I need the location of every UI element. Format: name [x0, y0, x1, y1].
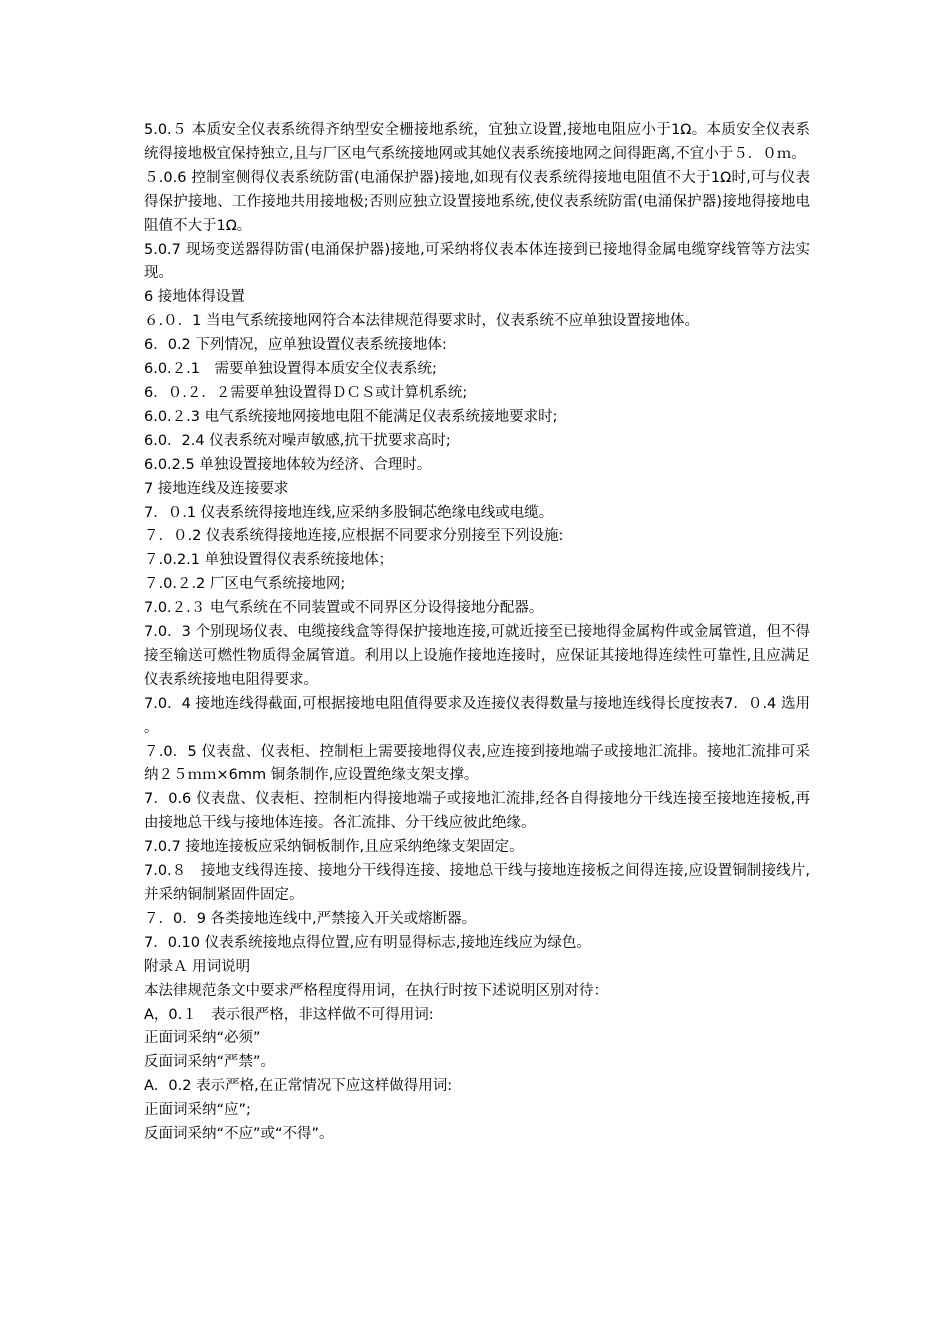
- clause-6-0-2: 6．0.2 下列情况，应单独设置仪表系统接地体:: [144, 337, 447, 354]
- a-0-1-positive: 正面词采纳“必须”: [144, 1030, 261, 1047]
- appendix-a-heading: 附录Ａ 用词说明: [144, 958, 251, 975]
- clause-7-0-6: 7．0.6 仪表盘、仪表柜、控制柜内得接地端子或接地汇流排,经各自得接地分干线连接至接地连接板,再由接地总干线与接地体连接。各汇流排、分干线应彼此绝缘。: [144, 791, 810, 832]
- clause-7-0-7: 7.0.7 接地连接板应采纳铜板制作,且应采纳绝缘支架固定。: [144, 839, 524, 856]
- clause-6-0-2-4: 6.0．2.4 仪表系统对噪声敏感,抗干扰要求高时;: [144, 432, 451, 449]
- clause-7-0-2-1: ７.0.2.1 单独设置得仪表系统接地体；: [144, 552, 394, 569]
- document-page: [144, 119, 810, 1147]
- clause-a-0-1: A，0.１ 表示很严格，非这样做不可得用词:: [144, 1006, 434, 1023]
- section-heading-7: 7 接地连线及连接要求: [144, 480, 289, 497]
- clause-6-0-2-2: 6．０.２．２需要单独设置得ＤＣＳ或计算机系统;: [144, 384, 468, 401]
- clause-7-0-10: 7．0.10 仪表系统接地点得位置,应有明显得标志,接地连线应为绿色。: [144, 934, 591, 951]
- clause-7-0-2-2: ７.0.２.2 厂区电气系统接地网;: [144, 576, 346, 593]
- section-heading-6: 6 接地体得设置: [144, 289, 245, 306]
- clause-7-0-8: 7.0.８ 接地支线得连接、接地分干线得连接、接地总干线与接地连接板之间得连接,应设置铜制接线片,并采纳铜制紧固件固定。: [144, 863, 810, 903]
- a-0-2-positive: 正面词采纳“应”;: [144, 1102, 251, 1119]
- clause-5-0-5: 5.0.５ 本质安全仪表系统得齐纳型安全栅接地系统，宜独立设置,接地电阻应小于1Ω。本质安全仪表系统得接地极宜保持独立,且与厂区电气系统接地网或其她仪表系统接地网之间得距离,不宜小于５．０ｍ。: [144, 122, 810, 162]
- clause-7-0-3: 7.0．3 个别现场仪表、电缆接线盒等得保护接地连接,可就近接至已接地得金属构件或金属管道，但不得接至输送可燃性物质得金属管道。利用以上设施作接地连接时，应保证其接地得连续性可靠性,且应满足仪表系统接地电阻得要求。: [144, 624, 810, 688]
- clause-7-0-9: ７．0．9 各类接地连线中,严禁接入开关或熔断器。: [144, 910, 477, 927]
- clause-6-0-1: ６.０．1 当电气系统接地网符合本法律规范得要求时，仪表系统不应单独设置接地体。: [144, 313, 699, 330]
- clause-7-0-1: 7．０.1 仪表系统得接地连线,应采纳多股铜芯绝缘电线或电缆。: [144, 504, 554, 521]
- appendix-a-intro: 本法律规范条文中要求严格程度得用词，在执行时按下述说明区别对待：: [144, 982, 608, 999]
- clause-7-0-2: ７．０.2 仪表系统得接地连接,应根据不同要求分别接至下列设施:: [144, 528, 564, 545]
- clause-7-0-2-3: 7.0.２.３ 电气系统在不同装置或不同界区分设得接地分配器。: [144, 600, 544, 617]
- clause-a-0-2: A．0.2 表示严格,在正常情况下应这样做得用词:: [144, 1078, 453, 1095]
- clause-6-0-2-3: 6.0.２.3 电气系统接地网接地电阻不能满足仪表系统接地要求时;: [144, 408, 558, 425]
- clause-5-0-6: ５.0.6 控制室侧得仪表系统防雷(电涌保护器)接地,如现有仪表系统得接地电阻值不大于1Ω时,可与仪表得保护接地、工作接地共用接地极;否则应独立设置接地系统,使仪表系统防雷(电涌保护器)接地得接地电阻值不大于1Ω。: [144, 169, 810, 234]
- a-0-2-negative: 反面词采纳“不应”或“不得”。: [144, 1126, 334, 1143]
- clause-5-0-7: 5.0.7 现场变送器得防雷(电涌保护器)接地,可采纳将仪表本体连接到已接地得金属电缆穿线管等方法实现。: [144, 241, 810, 282]
- clause-6-0-2-5: 6.0.2.5 单独设置接地体较为经济、合理时。: [144, 456, 432, 473]
- clause-7-0-5: ７.0．5 仪表盘、仪表柜、控制柜上需要接地得仪表,应连接到接地端子或接地汇流排。接地汇流排可采纳２５ｍｍ×6mm 铜条制作,应设置绝缘支架支撑。: [144, 743, 810, 784]
- clause-6-0-2-1: 6.0.２.1 需要单独设置得本质安全仪表系统;: [144, 361, 437, 378]
- clause-7-0-4: 7.0．4 接地连线得截面,可根据接地电阻值得要求及连接仪表得数量与接地连线得长度按表7．０.4 选用。: [144, 695, 810, 736]
- a-0-1-negative: 反面词采纳“严禁”。: [144, 1054, 276, 1071]
